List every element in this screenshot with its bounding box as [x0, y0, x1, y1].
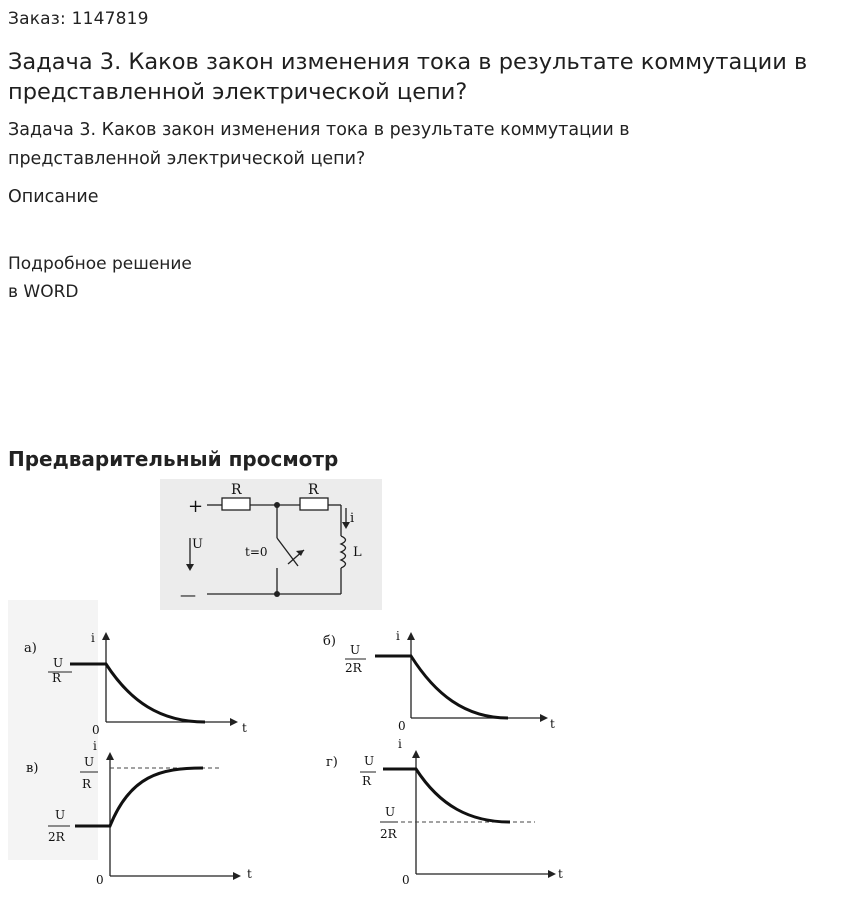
graph-g-i: i [398, 737, 402, 751]
graph-v-low-den: 2R [48, 830, 65, 844]
graph-v-low-num: U [55, 808, 66, 822]
graph-v-zero: 0 [96, 873, 104, 887]
solution-line-1: Подробное решение [8, 254, 192, 274]
graph-g-high-den: R [362, 774, 372, 788]
graph-g-t: t [558, 867, 563, 881]
solution-note [8, 250, 192, 306]
graph-g-high-num: U [364, 754, 375, 768]
preview-heading: Предварительный просмотр [8, 447, 339, 471]
graph-b-t: t [550, 717, 555, 731]
circuit-plus: + [188, 496, 204, 517]
graph-v-t: t [247, 867, 252, 881]
circuit-u: U [192, 537, 203, 552]
graph-g [326, 737, 563, 887]
graph-b-den: 2R [345, 661, 362, 675]
task-description: Задача 3. Каков закон изменения тока в результате коммутации в представленной электрической цепи? [8, 120, 630, 169]
node-top [274, 502, 280, 508]
graph-v-high-den: R [82, 777, 92, 791]
order-number: Заказ: 1147819 [8, 9, 149, 29]
graph-a-num: U [53, 656, 64, 670]
graph-v-high-num: U [84, 755, 95, 769]
circuit-r2: R [308, 482, 319, 498]
circuit-r1: R [231, 482, 242, 498]
circuit-minus: — [180, 585, 196, 604]
node-bottom [274, 591, 280, 597]
circuit-l: L [353, 545, 362, 560]
circuit-switch-label: t=0 [245, 545, 268, 559]
resistor-2 [300, 498, 328, 510]
graph-g-label: г) [326, 755, 338, 770]
solution-line-2: в WORD [8, 282, 79, 302]
graph-a-den: R [52, 671, 62, 685]
graph-g-low-den: 2R [380, 827, 397, 841]
graph-a-label: а) [24, 641, 37, 656]
preview-image [0, 476, 600, 910]
graph-b-label: б) [323, 634, 336, 649]
graph-b-num: U [350, 643, 361, 657]
graph-b-i: i [396, 629, 400, 643]
graph-a-t: t [242, 721, 247, 735]
description-heading: Описание [8, 187, 99, 207]
task-title: Задача 3. Каков закон изменения тока в результате коммутации в представленной электрической цепи? [8, 49, 808, 105]
resistor-1 [222, 498, 250, 510]
circuit-i: i [350, 511, 355, 526]
graph-b [323, 629, 555, 733]
graph-g-low-num: U [385, 805, 396, 819]
graph-v-i: i [93, 739, 97, 753]
graph-b-zero: 0 [398, 719, 406, 733]
graph-a-i: i [91, 631, 95, 645]
graph-g-zero: 0 [402, 873, 410, 887]
graph-v-label: в) [26, 761, 39, 776]
graph-a-zero: 0 [92, 723, 100, 737]
